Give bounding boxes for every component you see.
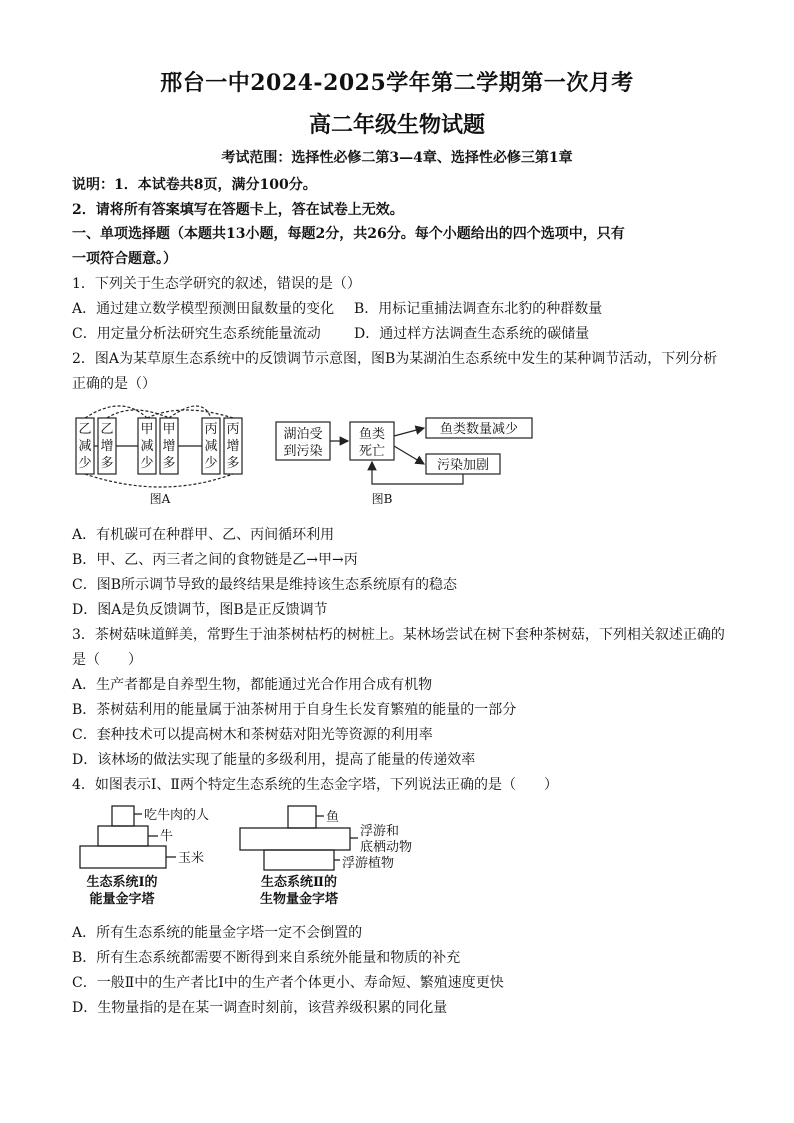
q3-option-c: C．套种技术可以提高树木和茶树菇对阳光等资源的利用率 (72, 727, 433, 743)
q2-option-b: B．甲、乙、丙三者之间的食物链是乙→甲→丙 (72, 552, 358, 568)
q4-figure-energy-pyramid (72, 800, 232, 910)
q1-option-a: A．通过建立数学模型预测田鼠数量的变化 (72, 301, 335, 317)
q4-option-c: C．一般Ⅱ中的生产者比Ⅰ中的生产者个体更小、寿命短、繁殖速度更快 (72, 975, 504, 991)
q3-option-b: B．茶树菇利用的能量属于油茶树用于自身生长发育繁殖的能量的一部分 (72, 702, 517, 718)
q2-option-c: C．图B所示调节导致的最终结果是维持该生态系统原有的稳态 (72, 577, 457, 593)
fig2-top-label: 鱼 (326, 810, 340, 825)
q3-stem-line2: 是（ ） (72, 652, 142, 668)
fig2-caption-l1: 生态系统Ⅱ的 (261, 875, 337, 890)
q2-stem-line1: 2．图A为某草原生态系统中的反馈调节示意图，图B为某湖泊生态系统中发生的某种调节活动，下列分析 (72, 351, 718, 367)
fig-b-lake-l1: 湖泊受 (283, 427, 323, 442)
fig2-mid-label-l2: 底栖动物 (360, 840, 413, 855)
q4-stem: 4．如图表示Ⅰ、Ⅱ两个特定生态系统的生态金字塔，下列说法正确的是（ ） (72, 777, 558, 793)
exam-scope: 考试范围：选择性必修二第3—4章、选择性必修三第1章 (221, 150, 573, 166)
q4-option-a: A．所有生态系统的能量金字塔一定不会倒置的 (72, 925, 363, 941)
exam-title: 邢台一中2024-2025学年第二学期第一次月考 (160, 70, 634, 96)
fig1-base-label: 玉米 (178, 851, 205, 866)
fig-a-box4-c1: 甲 (162, 422, 176, 437)
note-1: 说明：1．本试卷共8页，满分100分。 (72, 177, 317, 193)
note-2: 2．请将所有答案填写在答题卡上，答在试卷上无效。 (72, 202, 404, 218)
q4-option-d: D．生物量指的是在某一调查时刻前，该营养级积累的同化量 (72, 1000, 448, 1016)
fig-a-caption: 图A (149, 492, 171, 506)
fig-a-box5-c2: 减 (204, 439, 218, 454)
fig2-caption-l2: 生物量金字塔 (259, 892, 339, 907)
fig-a-box2-c2: 增 (100, 439, 114, 454)
q3-stem-line1: 3．茶树菇味道鲜美，常野生于油茶树枯朽的树桩上。某林场尝试在树下套种茶树菇，下列相关叙述正确的 (72, 627, 725, 643)
fig1-caption-l1: 生态系统Ⅰ的 (86, 875, 158, 890)
fig-b-fish-l1: 鱼类 (358, 427, 386, 442)
fig-a-box2-c1: 乙 (100, 422, 114, 437)
fig2-base-label: 浮游植物 (342, 856, 395, 871)
fig1-top-label: 吃牛肉的人 (144, 808, 210, 823)
q3-option-d: D．该林场的做法实现了能量的多级利用，提高了能量的传递效率 (72, 752, 476, 768)
q1-stem: 1．下列关于生态学研究的叙述，错误的是（） (72, 276, 361, 292)
fig-a-box2-c3: 多 (100, 456, 114, 471)
fig-a-box4-c2: 增 (162, 439, 176, 454)
fig1-mid-label: 牛 (160, 829, 174, 844)
fig-b-fish-l2: 死亡 (358, 444, 386, 459)
q1-option-d: D．通过样方法调查生态系统的碳储量 (354, 326, 590, 342)
fig-b-caption: 图B (371, 492, 393, 506)
q2-option-a: A．有机碳可在种群甲、乙、丙间循环利用 (72, 527, 335, 543)
fig2-mid-label-l1: 浮游和 (360, 824, 400, 839)
fig-a-box6-c2: 增 (226, 439, 240, 454)
section-heading-line2: 一项符合题意。） (72, 251, 177, 267)
fig-a-box3-c3: 少 (140, 456, 154, 471)
fig-a-box3-c1: 甲 (140, 422, 154, 437)
q4-option-b: B．所有生态系统都需要不断得到来自系统外能量和物质的补充 (72, 950, 461, 966)
fig-a-box1-c1: 乙 (78, 422, 92, 437)
q2-figure-b (270, 412, 540, 512)
fig-a-box5-c1: 丙 (204, 422, 218, 437)
fig-b-decrease: 鱼类数量减少 (439, 422, 519, 437)
q2-stem-line2: 正确的是（） (72, 376, 156, 392)
q2-figure-a (72, 400, 252, 510)
q1-option-c: C．用定量分析法研究生态系统能量流动 (72, 326, 321, 342)
fig-a-box1-c2: 减 (78, 439, 92, 454)
fig-a-box1-c3: 少 (78, 456, 92, 471)
q1-option-b: B．用标记重捕法调查东北豹的种群数量 (354, 301, 603, 317)
fig-a-box4-c3: 多 (162, 456, 176, 471)
fig-a-box3-c2: 减 (140, 439, 154, 454)
fig-a-box6-c1: 丙 (226, 422, 240, 437)
q2-option-d: D．图A是负反馈调节，图B是正反馈调节 (72, 602, 328, 618)
fig-b-lake-l2: 到污染 (283, 444, 323, 459)
section-heading-line1: 一、单项选择题（本题共13小题，每题2分，共26分。每个小题给出的四个选项中，只有 (72, 226, 625, 242)
exam-subtitle: 高二年级生物试题 (308, 112, 485, 138)
q3-option-a: A．生产者都是自养型生物，都能通过光合作用合成有机物 (72, 677, 433, 693)
fig1-caption-l2: 能量金字塔 (89, 892, 155, 907)
fig-b-worse: 污染加剧 (436, 458, 490, 473)
q4-figure-biomass-pyramid (234, 800, 434, 910)
fig-a-box6-c3: 多 (226, 456, 240, 471)
fig-a-box5-c3: 少 (204, 456, 218, 471)
